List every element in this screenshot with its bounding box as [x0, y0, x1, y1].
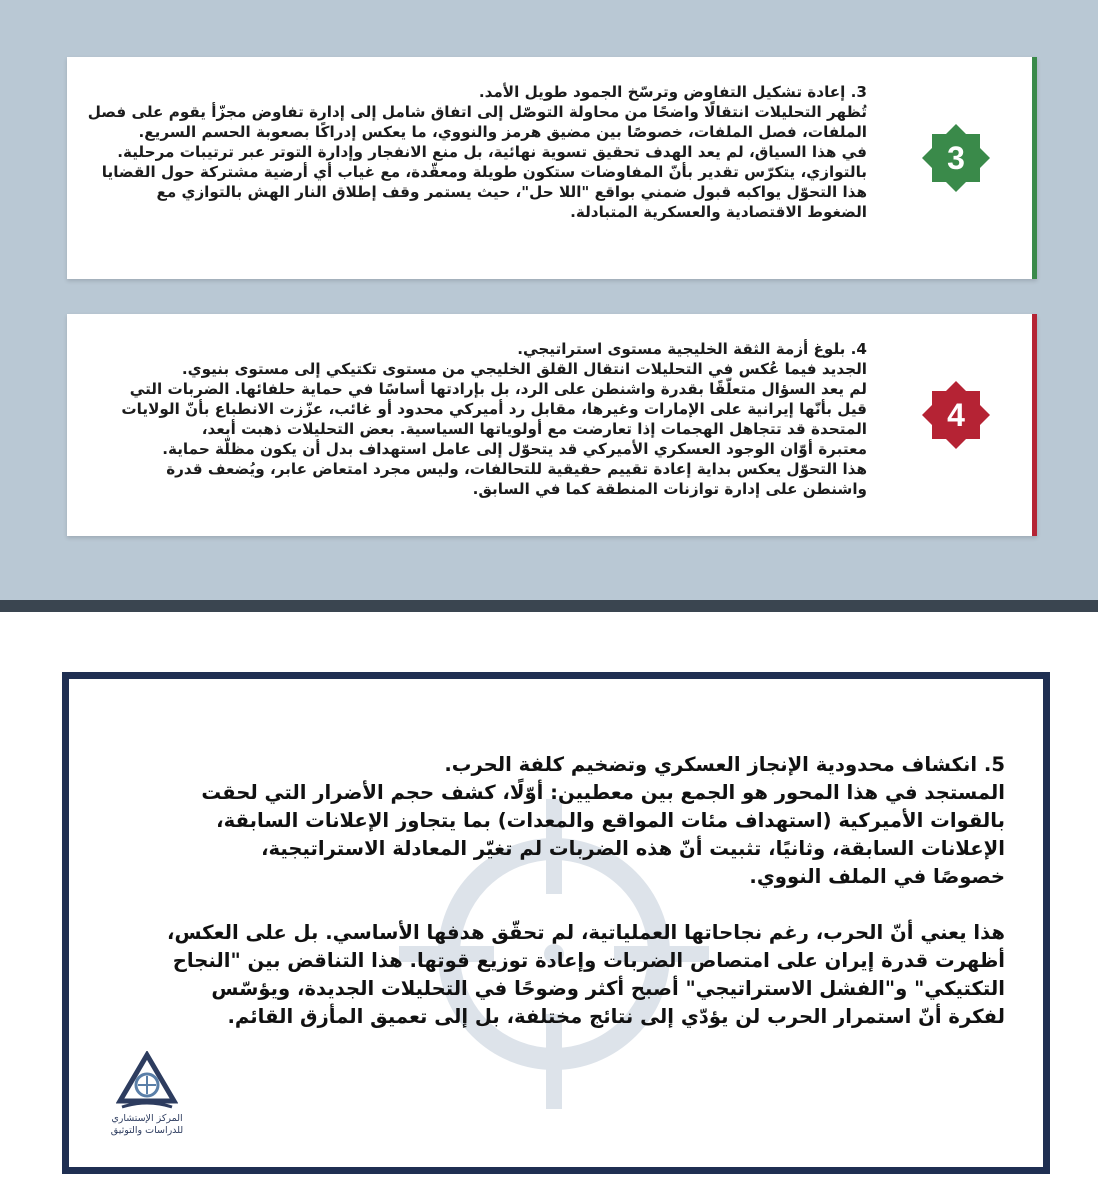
text-line: معتبرة أوّان الوجود العسكري الأميركي قد يتحوّل إلى عامل استهداف بدل أن يكون مظلّة حماية. [162, 440, 867, 458]
text-line: واشنطن على إدارة توازنات المنطقة كما في السابق. [472, 480, 867, 498]
text-line: لم يعد السؤال متعلّقًا بقدرة واشنطن على الرد، بل بإرادتها أساسًا في حماية حلفائها. الضربات التي [129, 380, 867, 398]
panel-divider [0, 600, 1098, 612]
text-line: لفكرة أنّ استمرار الحرب لن يؤدّي إلى نتائج مختلفة، بل إلى تعميق المأزق القائم. [227, 1005, 1005, 1028]
center-logo [107, 1051, 187, 1161]
paragraph-gap [125, 891, 1005, 919]
point-3-card [67, 57, 1037, 279]
text-line: بالقوات الأميركية (استهداف مئات المواقع والمعدات) بما يتجاوز الإعلانات السابقة، [216, 809, 1005, 832]
logo-text-line-2: للدراسات والتوثيق [110, 1125, 184, 1136]
point-3-number: 3 [947, 139, 965, 176]
text-line: هذا يعني أنّ الحرب، رغم نجاحاتها العملياتية، لم تحقّق هدفها الأساسي. بل على العكس، [167, 921, 1005, 944]
green-accent-stripe [1032, 57, 1037, 279]
text-line: المتحدة قد تتجاهل الهجمات إذا تعارضت مع أولوياتها السياسية. بعض التحليلات ذهبت أبعد، [201, 420, 867, 438]
text-line: بالتوازي، يتكرّس تقدير بأنّ المفاوضات ستكون طويلة ومعقّدة، مع غياب أي أرضية مشتركة حول القضايا [101, 163, 867, 181]
point-4-number: 4 [947, 396, 965, 433]
point-4-heading: 4. بلوغ أزمة الثقة الخليجية مستوى استراتيجي. [517, 340, 867, 358]
text-line: هذا التحوّل يعكس بداية إعادة تقييم حقيقية للتحالفات، وليس مجرد امتعاض عابر، ويُضعف قدرة [166, 460, 867, 478]
text-line: الضغوط الاقتصادية والعسكرية المتبادلة. [570, 203, 867, 221]
text-line: الجديد فيما عُكس في التحليلات انتقال القلق الخليجي من مستوى تكتيكي إلى مستوى بنيوي. [181, 360, 867, 378]
text-line: التكتيكي" و"الفشل الاستراتيجي" أصبح أكثر وضوحًا في التحليلات الجديدة، ويؤسّس [211, 977, 1005, 1000]
point-4-text [87, 339, 867, 499]
text-line: هذا التحوّل يواكبه قبول ضمني بواقع "اللا حل"، حيث يستمر وقف إطلاق النار الهش بالتوازي مع [156, 183, 867, 201]
section-5-title: 5. انكشاف محدودية الإنجاز العسكري وتضخيم كلفة الحرب. [444, 753, 1005, 776]
text-line: قيل بأنّها إيرانية على الإمارات وغيرها، مقابل رد أميركي محدود أو غائب، عزّزت الانطباع بأنّ الولايات [121, 400, 867, 418]
text-line: الإعلانات السابقة، وثانيًا، تثبيت أنّ هذه الضربات لم تغيّر المعادلة الاستراتيجية، [261, 837, 1005, 860]
point-4-card [67, 314, 1037, 536]
point-3-badge [920, 122, 992, 194]
text-line: في هذا السياق، لم يعد الهدف تحقيق تسوية نهائية، بل منع الانفجار وإدارة التوتر عبر ترتيبات مرحلية. [117, 143, 867, 161]
section-5-frame [62, 672, 1050, 1174]
text-line: أظهرت قدرة إيران على امتصاص الضربات وإعادة توزيع قوتها. هذا التناقض بين "النجاح [172, 949, 1005, 972]
text-line: المستجد في هذا المحور هو الجمع بين معطيين: أوّلًا، كشف حجم الأضرار التي لحقت [201, 781, 1005, 804]
red-accent-stripe [1032, 314, 1037, 536]
text-line: الملفات، فصل الملفات، خصوصًا بين مضيق هرمز والنووي، ما يعكس إدراكًا بصعوبة الحسم السريع. [138, 123, 867, 141]
text-line: خصوصًا في الملف النووي. [749, 865, 1005, 888]
logo-text-line-1: المركز الإستشاري [111, 1113, 183, 1124]
logo-mark-icon [116, 1051, 178, 1113]
section-5-text [125, 751, 1005, 1031]
point-3-text [87, 82, 867, 222]
point-3-heading: 3. إعادة تشكيل التفاوض وترسّخ الجمود طويل الأمد. [478, 83, 867, 101]
text-line: تُظهر التحليلات انتقالًا واضحًا من محاولة التوصّل إلى اتفاق شامل إلى إدارة تفاوض مجزّأ يقوم على فصل [87, 103, 867, 121]
point-4-badge [920, 379, 992, 451]
